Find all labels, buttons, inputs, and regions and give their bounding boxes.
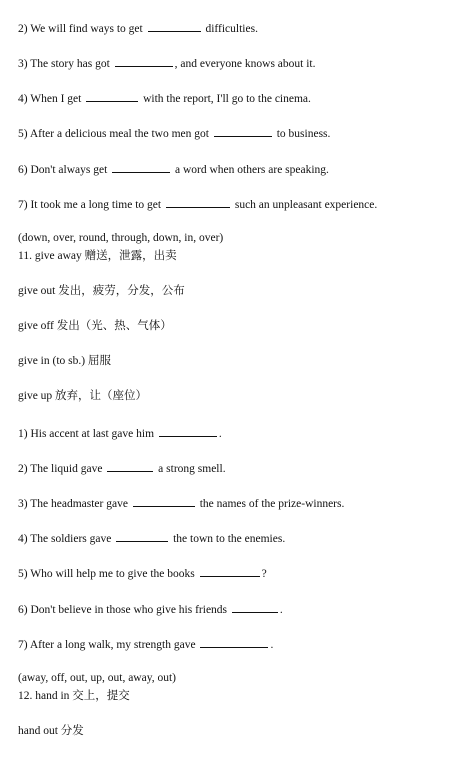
line-text-before: 3) The headmaster gave xyxy=(18,498,128,510)
answer-blank[interactable] xyxy=(200,636,268,648)
line-text-after: . xyxy=(270,639,274,651)
answer-key: (down, over, round, through, down, in, over) xyxy=(18,232,224,244)
answer-blank[interactable] xyxy=(133,495,195,507)
answer-blank[interactable] xyxy=(200,565,260,577)
section-heading: 11. give away 赠送，泄露，出卖 xyxy=(18,250,177,262)
exercise-line xyxy=(18,196,377,212)
line-text-before: 4) The soldiers gave xyxy=(18,533,112,545)
phrase-definition: give off 发出（光、热、气体） xyxy=(18,320,172,332)
phrase-definition: give in (to sb.) 屈服 xyxy=(18,355,111,367)
line-text-after: the town to the enemies. xyxy=(173,533,286,545)
line-text-after: the names of the prize-winners. xyxy=(199,498,345,510)
answer-blank[interactable] xyxy=(214,125,272,137)
exercise-line xyxy=(18,55,316,71)
line-text-after: . xyxy=(279,604,283,616)
phrase-definition: hand out 分发 xyxy=(18,725,84,737)
answer-blank[interactable] xyxy=(115,55,173,67)
phrase-definition: give out 发出，疲劳，分发，公布 xyxy=(18,285,185,297)
line-text-before: 7) After a long walk, my strength gave xyxy=(18,639,196,651)
line-text-before: 7) It took me a long time to get xyxy=(18,199,162,211)
line-text-before: 1) His accent at last gave him xyxy=(18,428,155,440)
line-text-before: 3) The story has got xyxy=(18,58,110,70)
answer-blank[interactable] xyxy=(116,530,168,542)
exercise-line xyxy=(18,125,330,141)
exercise-line xyxy=(18,20,258,36)
line-text-after: a word when others are speaking. xyxy=(175,164,329,176)
answer-blank[interactable] xyxy=(232,601,278,613)
exercise-line xyxy=(18,565,267,581)
line-text-before: 6) Don't always get xyxy=(18,164,108,176)
answer-blank[interactable] xyxy=(159,425,217,437)
line-text-before: 2) The liquid gave xyxy=(18,463,103,475)
answer-blank[interactable] xyxy=(166,196,230,208)
exercise-line xyxy=(18,530,285,546)
line-text-after: , and everyone knows about it. xyxy=(174,58,316,70)
section-heading: 12. hand in 交上，提交 xyxy=(18,690,130,702)
answer-blank[interactable] xyxy=(112,161,170,173)
exercise-line xyxy=(18,601,283,617)
line-text-after: . xyxy=(218,428,222,440)
exercise-line xyxy=(18,90,311,106)
answer-blank[interactable] xyxy=(86,90,138,102)
exercise-line xyxy=(18,425,222,441)
line-text-before: 5) After a delicious meal the two men got xyxy=(18,128,209,140)
exercise-line xyxy=(18,636,273,652)
line-text-before: 4) When I get xyxy=(18,93,82,105)
phrase-definition: give up 放弃，让（座位） xyxy=(18,390,148,402)
line-text-after: a strong smell. xyxy=(158,463,226,475)
exercise-line xyxy=(18,495,344,511)
line-text-after: with the report, I'll go to the cinema. xyxy=(143,93,311,105)
line-text-after: to business. xyxy=(276,128,331,140)
line-text-after: such an unpleasant experience. xyxy=(234,199,378,211)
line-text-after: ? xyxy=(261,568,267,580)
line-text-before: 6) Don't believe in those who give his friends xyxy=(18,604,228,616)
answer-blank[interactable] xyxy=(148,20,201,32)
answer-key: (away, off, out, up, out, away, out) xyxy=(18,672,176,684)
exercise-line xyxy=(18,161,329,177)
answer-blank[interactable] xyxy=(107,460,153,472)
exercise-line xyxy=(18,460,226,476)
line-text-after: difficulties. xyxy=(205,23,258,35)
line-text-before: 2) We will find ways to get xyxy=(18,23,143,35)
line-text-before: 5) Who will help me to give the books xyxy=(18,568,195,580)
